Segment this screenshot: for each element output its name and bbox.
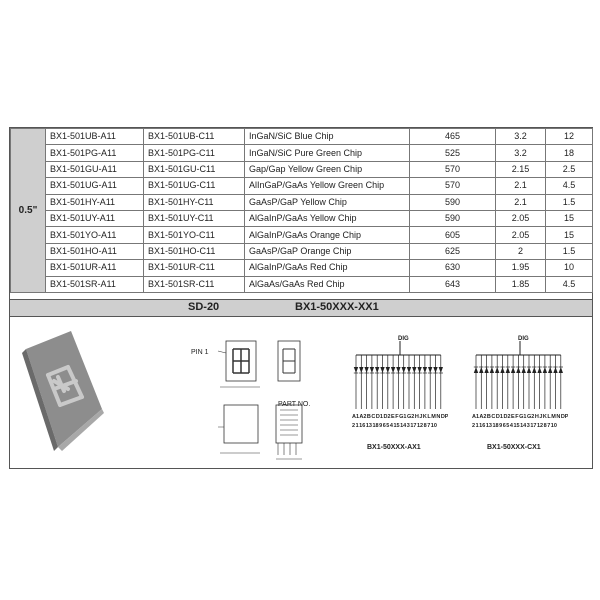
- led-diode: [532, 367, 536, 373]
- common-cathode-label: DIG: [518, 336, 529, 342]
- led-diode: [439, 367, 443, 373]
- datasheet-panel: [9, 127, 593, 469]
- table-cell-wavelength: 605: [410, 227, 496, 243]
- table-cell-vf: 1.95: [496, 260, 546, 276]
- segment-labels-a: A1 A2 B C D1 D2 E F G1 G2 H J K L M N DP: [352, 414, 448, 420]
- common-anode-label: DIG: [398, 336, 409, 342]
- table-row: [11, 276, 593, 292]
- table-cell-part-a: BX1-501UY-A11: [46, 210, 144, 226]
- table-cell-part-a: BX1-501GU-A11: [46, 161, 144, 177]
- table-cell-vf: 2.1: [496, 194, 546, 210]
- part-no-label: PART NO.: [278, 401, 311, 408]
- led-diode: [484, 367, 488, 373]
- table-cell-iv: 4.5: [546, 178, 593, 194]
- led-diode: [474, 367, 478, 373]
- table-row: [11, 210, 593, 226]
- led-diode: [527, 367, 531, 373]
- table-cell-vf: 2.05: [496, 210, 546, 226]
- table-cell-chip: AlGaInP/GaAs Red Chip: [245, 260, 410, 276]
- led-diode: [543, 367, 547, 373]
- drawing-area: [10, 317, 592, 467]
- table-cell-iv: 10: [546, 260, 593, 276]
- table-cell-part-a: BX1-501UB-A11: [46, 129, 144, 145]
- table-cell-wavelength: 465: [410, 129, 496, 145]
- table-row: [11, 260, 593, 276]
- table-cell-part-a: BX1-501SR-A11: [46, 276, 144, 292]
- led-diode: [402, 367, 406, 373]
- led-diode: [522, 367, 526, 373]
- led-diode: [506, 367, 510, 373]
- table-cell-part-a: BX1-501HO-A11: [46, 243, 144, 259]
- table-cell-wavelength: 590: [410, 194, 496, 210]
- table-cell-iv: 1.5: [546, 194, 593, 210]
- led-diode: [537, 367, 541, 373]
- led-diode: [516, 367, 520, 373]
- table-cell-iv: 15: [546, 210, 593, 226]
- table-cell-wavelength: 625: [410, 243, 496, 259]
- table-cell-part-c: BX1-501UR-C11: [144, 260, 245, 276]
- table-cell-chip: GaAsP/GaP Yellow Chip: [245, 194, 410, 210]
- led-diode: [553, 367, 557, 373]
- table-cell-iv: 18: [546, 145, 593, 161]
- table-cell-wavelength: 630: [410, 260, 496, 276]
- led-diode: [417, 367, 421, 373]
- segment-labels-c: A1 A2 B C D1 D2 E F G1 G2 H J K L M N DP: [472, 414, 568, 420]
- table-cell-chip: AlGaInP/GaAs Orange Chip: [245, 227, 410, 243]
- table-cell-chip: GaAsP/GaP Orange Chip: [245, 243, 410, 259]
- anode-caption: BX1-50XXX-AX1: [367, 444, 421, 451]
- table-cell-part-a: BX1-501PG-A11: [46, 145, 144, 161]
- package-code: SD-20: [188, 301, 220, 313]
- table-row: [11, 194, 593, 210]
- table-cell-part-c: BX1-501UB-C11: [144, 129, 245, 145]
- table-cell-chip: Gap/Gap Yellow Green Chip: [245, 161, 410, 177]
- led-diode: [559, 367, 563, 373]
- led-diode: [354, 367, 358, 373]
- table-cell-vf: 1.85: [496, 276, 546, 292]
- led-diode: [370, 367, 374, 373]
- table-cell-chip: InGaN/SiC Pure Green Chip: [245, 145, 410, 161]
- table-cell-vf: 3.2: [496, 129, 546, 145]
- pin-numbers-c: 2 1 16 13 18 9 6 5 4 15 14 3 17 12 8 7 10: [472, 423, 557, 429]
- table-row: [11, 129, 593, 145]
- drawing-title-bar: [10, 299, 592, 317]
- table-cell-wavelength: 570: [410, 161, 496, 177]
- table-cell-chip: AlGaInP/GaAs Yellow Chip: [245, 210, 410, 226]
- led-diode: [359, 367, 363, 373]
- table-cell-chip: InGaN/SiC Blue Chip: [245, 129, 410, 145]
- series-code: BX1-50XXX-XX1: [295, 301, 379, 313]
- common-cathode-circuit: [470, 337, 570, 412]
- led-diode: [423, 367, 427, 373]
- table-cell-wavelength: 525: [410, 145, 496, 161]
- display-photo: [16, 329, 108, 454]
- table-cell-vf: 3.2: [496, 145, 546, 161]
- led-diode: [511, 367, 515, 373]
- led-diode: [433, 367, 437, 373]
- table-cell-part-c: BX1-501UG-C11: [144, 178, 245, 194]
- table-row: [11, 145, 593, 161]
- led-diode: [428, 367, 432, 373]
- led-diode: [490, 367, 494, 373]
- led-diode: [495, 367, 499, 373]
- size-cell: 0.5": [11, 129, 46, 293]
- spec-table: [10, 128, 593, 293]
- table-cell-part-a: BX1-501HY-A11: [46, 194, 144, 210]
- table-cell-part-c: BX1-501YO-C11: [144, 227, 245, 243]
- led-diode: [412, 367, 416, 373]
- table-cell-iv: 2.5: [546, 161, 593, 177]
- pin-numbers-a: 2 1 16 13 18 9 6 5 4 15 14 3 17 12 8 7 10: [352, 423, 437, 429]
- table-cell-wavelength: 643: [410, 276, 496, 292]
- table-cell-vf: 2.1: [496, 178, 546, 194]
- table-cell-vf: 2: [496, 243, 546, 259]
- table-cell-iv: 4.5: [546, 276, 593, 292]
- table-cell-part-a: BX1-501UG-A11: [46, 178, 144, 194]
- led-diode: [380, 367, 384, 373]
- led-diode: [479, 367, 483, 373]
- table-cell-wavelength: 570: [410, 178, 496, 194]
- table-cell-part-c: BX1-501HY-C11: [144, 194, 245, 210]
- pin1-label: PIN 1: [191, 349, 209, 356]
- table-cell-part-a: BX1-501UR-A11: [46, 260, 144, 276]
- table-cell-chip: AlGaAs/GaAs Red Chip: [245, 276, 410, 292]
- table-cell-part-a: BX1-501YO-A11: [46, 227, 144, 243]
- table-cell-vf: 2.15: [496, 161, 546, 177]
- table-cell-wavelength: 590: [410, 210, 496, 226]
- table-cell-part-c: BX1-501UY-C11: [144, 210, 245, 226]
- table-cell-part-c: BX1-501HO-C11: [144, 243, 245, 259]
- led-diode: [391, 367, 395, 373]
- table-row: [11, 161, 593, 177]
- cathode-caption: BX1-50XXX-CX1: [487, 444, 541, 451]
- led-diode: [548, 367, 552, 373]
- table-cell-iv: 12: [546, 129, 593, 145]
- led-diode: [364, 367, 368, 373]
- table-cell-iv: 1.5: [546, 243, 593, 259]
- led-diode: [386, 367, 390, 373]
- led-diode: [375, 367, 379, 373]
- table-cell-part-c: BX1-501SR-C11: [144, 276, 245, 292]
- common-anode-circuit: [350, 337, 450, 412]
- led-diode: [407, 367, 411, 373]
- led-diode: [500, 367, 504, 373]
- table-cell-iv: 15: [546, 227, 593, 243]
- led-diode: [396, 367, 400, 373]
- table-cell-vf: 2.05: [496, 227, 546, 243]
- table-row: [11, 243, 593, 259]
- table-row: [11, 178, 593, 194]
- table-cell-part-c: BX1-501GU-C11: [144, 161, 245, 177]
- table-row: [11, 227, 593, 243]
- table-cell-part-c: BX1-501PG-C11: [144, 145, 245, 161]
- table-cell-chip: AlInGaP/GaAs Yellow Green Chip: [245, 178, 410, 194]
